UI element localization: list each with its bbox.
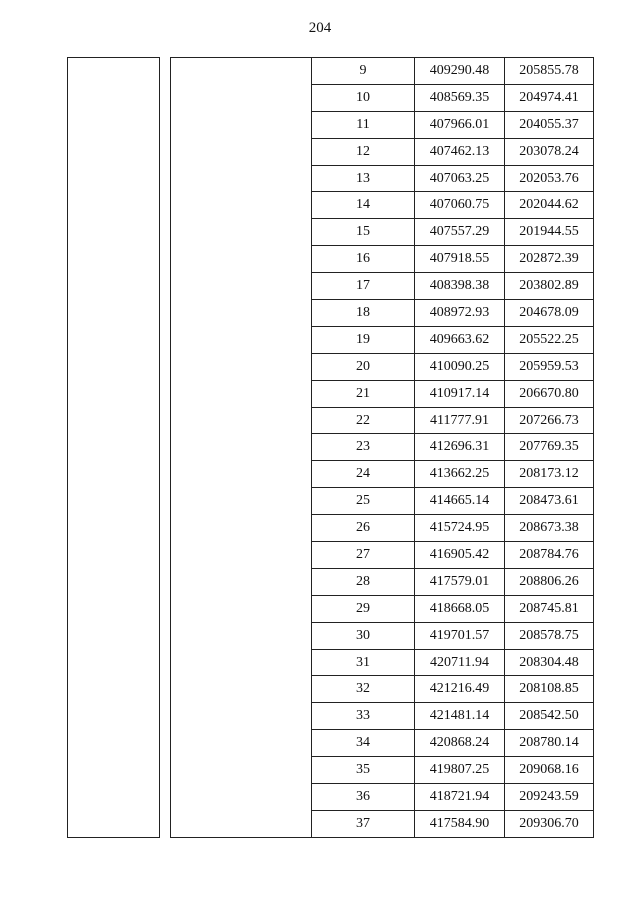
y-coordinate-cell: 208673.38 (505, 515, 594, 542)
y-coordinate-cell: 208578.75 (505, 622, 594, 649)
x-coordinate-cell: 419701.57 (415, 622, 505, 649)
point-number-cell: 12 (312, 138, 415, 165)
x-coordinate-cell: 408569.35 (415, 84, 505, 111)
x-coordinate-cell: 413662.25 (415, 461, 505, 488)
x-coordinate-cell: 407063.25 (415, 165, 505, 192)
x-coordinate-cell: 409290.48 (415, 58, 505, 85)
point-number-cell: 36 (312, 784, 415, 811)
point-number-cell: 32 (312, 676, 415, 703)
y-coordinate-cell: 201944.55 (505, 219, 594, 246)
point-number-cell: 16 (312, 246, 415, 273)
point-number-cell: 19 (312, 326, 415, 353)
point-number-cell: 35 (312, 757, 415, 784)
point-number-cell: 28 (312, 568, 415, 595)
y-coordinate-cell: 207769.35 (505, 434, 594, 461)
x-coordinate-cell: 411777.91 (415, 407, 505, 434)
x-coordinate-cell: 407966.01 (415, 111, 505, 138)
x-coordinate-cell: 409663.62 (415, 326, 505, 353)
y-coordinate-cell: 204974.41 (505, 84, 594, 111)
column-gap (160, 58, 171, 838)
x-coordinate-cell: 417584.90 (415, 810, 505, 837)
y-coordinate-cell: 209068.16 (505, 757, 594, 784)
point-number-cell: 25 (312, 488, 415, 515)
y-coordinate-cell: 202044.62 (505, 192, 594, 219)
point-number-cell: 29 (312, 595, 415, 622)
x-coordinate-cell: 408972.93 (415, 300, 505, 327)
x-coordinate-cell: 410090.25 (415, 353, 505, 380)
y-coordinate-cell: 202053.76 (505, 165, 594, 192)
x-coordinate-cell: 421481.14 (415, 703, 505, 730)
point-number-cell: 24 (312, 461, 415, 488)
y-coordinate-cell: 203078.24 (505, 138, 594, 165)
x-coordinate-cell: 407462.13 (415, 138, 505, 165)
x-coordinate-cell: 412696.31 (415, 434, 505, 461)
x-coordinate-cell: 418668.05 (415, 595, 505, 622)
point-number-cell: 13 (312, 165, 415, 192)
x-coordinate-cell: 419807.25 (415, 757, 505, 784)
y-coordinate-cell: 206670.80 (505, 380, 594, 407)
y-coordinate-cell: 207266.73 (505, 407, 594, 434)
y-coordinate-cell: 208304.48 (505, 649, 594, 676)
x-coordinate-cell: 420711.94 (415, 649, 505, 676)
y-coordinate-cell: 208745.81 (505, 595, 594, 622)
point-number-cell: 27 (312, 542, 415, 569)
y-coordinate-cell: 208780.14 (505, 730, 594, 757)
x-coordinate-cell: 407918.55 (415, 246, 505, 273)
table-row (68, 58, 594, 85)
y-coordinate-cell: 204678.09 (505, 300, 594, 327)
y-coordinate-cell: 205959.53 (505, 353, 594, 380)
y-coordinate-cell: 204055.37 (505, 111, 594, 138)
point-number-cell: 31 (312, 649, 415, 676)
x-coordinate-cell: 407557.29 (415, 219, 505, 246)
y-coordinate-cell: 208784.76 (505, 542, 594, 569)
y-coordinate-cell: 205522.25 (505, 326, 594, 353)
x-coordinate-cell: 407060.75 (415, 192, 505, 219)
x-coordinate-cell: 408398.38 (415, 273, 505, 300)
y-coordinate-cell: 208173.12 (505, 461, 594, 488)
y-coordinate-cell: 208473.61 (505, 488, 594, 515)
point-number-cell: 37 (312, 810, 415, 837)
point-number-cell: 22 (312, 407, 415, 434)
point-number-cell: 20 (312, 353, 415, 380)
point-number-cell: 33 (312, 703, 415, 730)
point-number-cell: 14 (312, 192, 415, 219)
point-number-cell: 21 (312, 380, 415, 407)
point-number-cell: 9 (312, 58, 415, 85)
y-coordinate-cell: 205855.78 (505, 58, 594, 85)
x-coordinate-cell: 416905.42 (415, 542, 505, 569)
point-number-cell: 23 (312, 434, 415, 461)
point-number-cell: 26 (312, 515, 415, 542)
point-number-cell: 15 (312, 219, 415, 246)
coordinates-table (67, 57, 594, 838)
point-number-cell: 17 (312, 273, 415, 300)
point-number-cell: 18 (312, 300, 415, 327)
x-coordinate-cell: 410917.14 (415, 380, 505, 407)
point-number-cell: 10 (312, 84, 415, 111)
left-blank-cell (68, 58, 160, 838)
middle-blank-cell (171, 58, 312, 838)
y-coordinate-cell: 208542.50 (505, 703, 594, 730)
point-number-cell: 30 (312, 622, 415, 649)
x-coordinate-cell: 420868.24 (415, 730, 505, 757)
y-coordinate-cell: 208108.85 (505, 676, 594, 703)
x-coordinate-cell: 414665.14 (415, 488, 505, 515)
point-number-cell: 11 (312, 111, 415, 138)
x-coordinate-cell: 415724.95 (415, 515, 505, 542)
x-coordinate-cell: 421216.49 (415, 676, 505, 703)
y-coordinate-cell: 203802.89 (505, 273, 594, 300)
page-number: 204 (308, 20, 332, 36)
y-coordinate-cell: 208806.26 (505, 568, 594, 595)
x-coordinate-cell: 417579.01 (415, 568, 505, 595)
point-number-cell: 34 (312, 730, 415, 757)
x-coordinate-cell: 418721.94 (415, 784, 505, 811)
y-coordinate-cell: 209306.70 (505, 810, 594, 837)
y-coordinate-cell: 202872.39 (505, 246, 594, 273)
y-coordinate-cell: 209243.59 (505, 784, 594, 811)
